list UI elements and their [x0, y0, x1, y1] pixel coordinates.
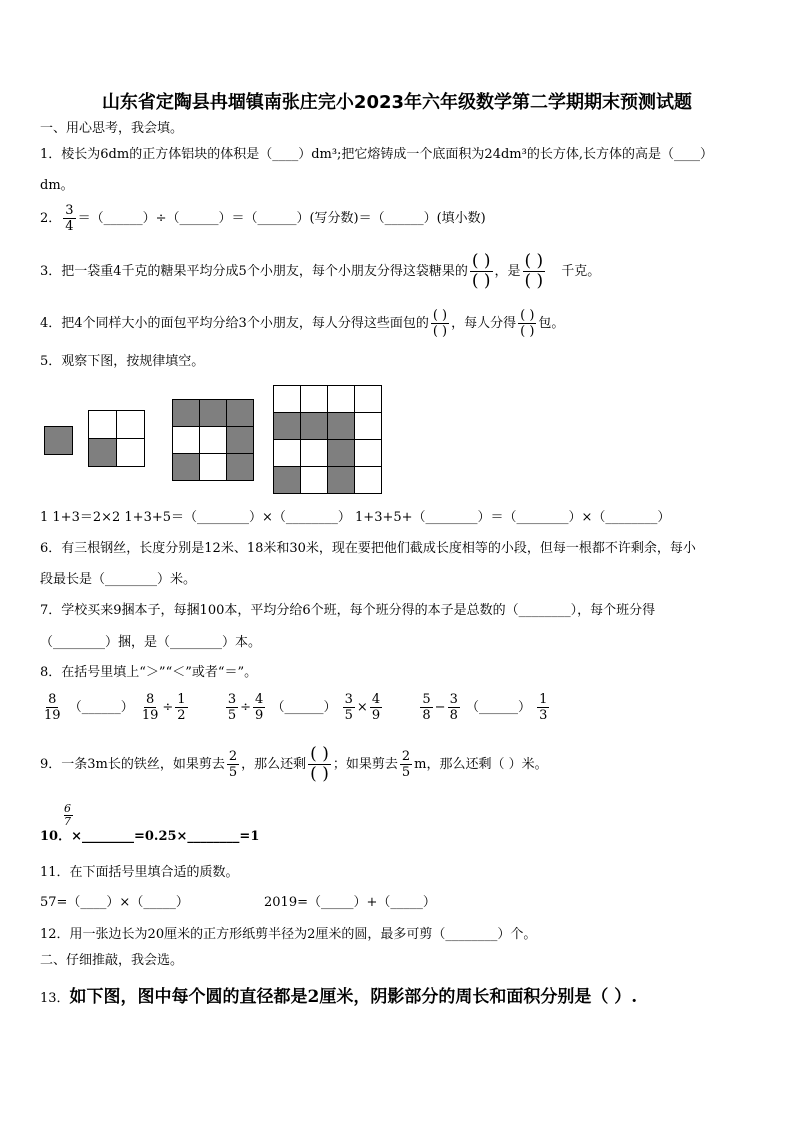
fraction-three-quarters: $\frac{3}{4}$: [65, 203, 74, 234]
question-6-line-2: 段最长是（________）米。: [40, 572, 197, 587]
pattern-figure-2: [88, 410, 145, 467]
question-12: 12．用一张边长为20厘米的正方形纸剪半径为2厘米的圆，最多可剪（________）个。: [40, 927, 537, 942]
compare-blank[interactable]: （______）: [271, 700, 337, 715]
page-title: 山东省定陶县冉堌镇南张庄完小2023年六年级数学第二学期期末预测试题: [101, 92, 693, 113]
question-9: 9．一条3m长的铁丝，如果剪去 $\frac{2}{5}$ ，那么还剩 $\frac{( )}{( )}$ ；如果剪去 $\frac{2}{5}$ m，那么还剩（ ）米。: [40, 744, 548, 784]
answer-fraction-blank[interactable]: $\frac{( )}{( )}$: [520, 308, 535, 339]
section-2-heading: 二、仔细推敲，我会选。: [40, 953, 184, 968]
question-7-line-1: 7．学校买来9捆本子，每捆100本，平均分给6个班，每个班分得的本子是总数的（________），每个班分得: [40, 603, 656, 618]
question-2-number: 2．: [40, 211, 62, 226]
compare-blank[interactable]: （______）: [465, 700, 531, 715]
question-1-line-2: dm。: [40, 178, 74, 193]
question-6-line-1: 6．有三根钢丝，长度分别是12米、18米和30米，现在要把他们截成长度相等的小段，但每一根都不许剩余，每小: [40, 541, 696, 556]
question-8: 8．在括号里填上“＞”“＜”或者“＝”。: [40, 665, 258, 680]
answer-fraction-blank[interactable]: $\frac{( )}{( )}$: [432, 308, 448, 339]
pattern-figure-3: [172, 399, 254, 481]
question-5: 5．观察下图，按规律填空。: [40, 354, 205, 369]
answer-fraction-blank[interactable]: $\frac{( )}{( )}$: [471, 251, 491, 291]
question-8-comparisons: $\frac{8}{19}$ （______） $\frac{8}{19}$ ÷ $\frac{1}{2}$ $\frac{3}{5}$ ÷ $\frac{4}{9}$ （______） $\frac{3}{5}$ × $\frac{4}{9}$ $\frac{5}{8}$ − $\frac{3}{8}$ （______） $\frac{1}{3}$: [44, 692, 548, 723]
question-10-fraction: 6 7: [64, 802, 71, 828]
question-13: 13．如下图，图中每个圆的直径都是2厘米，阴影部分的周长和面积分别是（ ）.: [40, 987, 638, 1007]
question-11: 11．在下面括号里填合适的质数。: [40, 865, 239, 880]
question-7-line-2: （________）捆，是（________）本。: [40, 635, 262, 650]
compare-blank[interactable]: （______）: [68, 700, 134, 715]
question-11-a: 57=（____）×（_____）: [40, 895, 189, 910]
question-1-line-1: 1．棱长为6dm的正方体铝块的体积是（____）dm³;把它熔铸成一个底面积为24dm³的长方体,长方体的高是（____）: [40, 147, 713, 162]
question-3: 3．把一袋重4千克的糖果平均分成5个小朋友，每个小朋友分得这袋糖果的 $\frac{( )}{( )}$ ，是 $\frac{( )}{( )}$ 千克。: [40, 251, 601, 291]
answer-fraction-blank[interactable]: $\frac{( )}{( )}$: [310, 744, 329, 784]
pattern-figure-1: [44, 426, 73, 455]
grid-cell-shaded: [45, 427, 73, 455]
section-1-heading: 一、用心思考，我会填。: [40, 121, 184, 136]
question-11-b: 2019=（_____）+（_____）: [264, 895, 436, 910]
question-2-text: ＝（______）÷（______）＝（______）(写分数)＝（______）(填小数): [77, 211, 486, 226]
question-2: [40, 203, 486, 234]
question-4: 4．把4个同样大小的面包平均分给3个小朋友，每人分得这些面包的 $\frac{( )}{( )}$ ，每人分得 $\frac{( )}{( )}$ 包。: [40, 308, 565, 339]
question-5-sequence: 1 1+3＝2×2 1+3+5＝（________）×（________） 1+3+5+（________）＝（________）×（________）: [40, 510, 671, 525]
question-10: 10．×________=0.25×________=1: [40, 829, 260, 844]
answer-fraction-blank[interactable]: $\frac{( )}{( )}$: [524, 251, 544, 291]
pattern-figure-4: [273, 385, 382, 494]
